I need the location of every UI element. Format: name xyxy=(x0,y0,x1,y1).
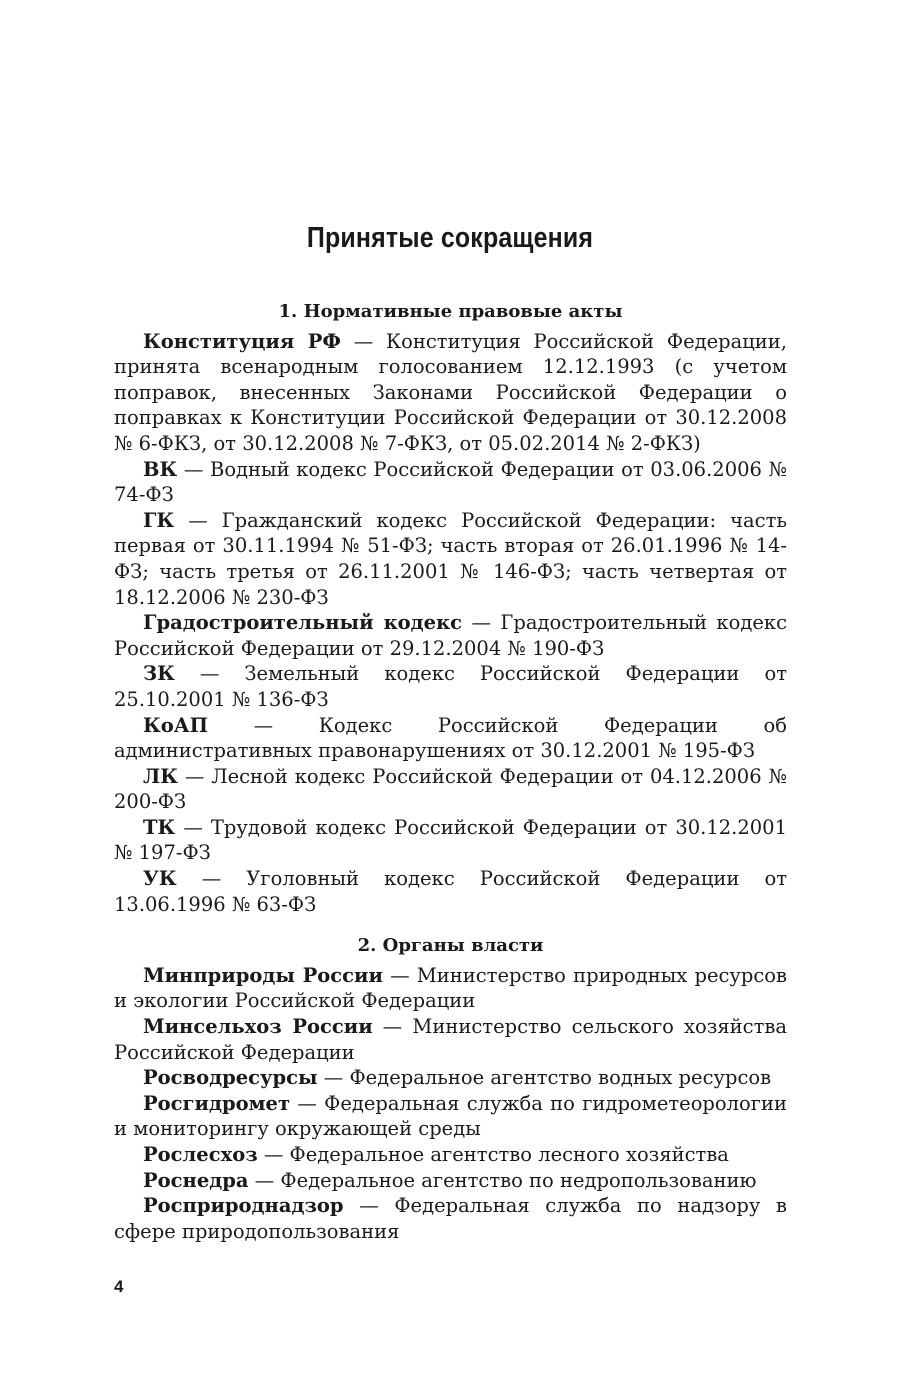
entry-definition: — Трудовой кодекс Российской Федерации от 30.12.2001 № 197-ФЗ xyxy=(114,815,787,865)
entry-rosprirodnadzor xyxy=(114,1193,787,1244)
entry-definition: — Министерство сельского хозяйства Российской Федерации xyxy=(114,1015,787,1064)
entry-constitution xyxy=(114,329,787,457)
entry-term: Росводресурсы xyxy=(143,1066,318,1090)
entry-term: ТК xyxy=(143,815,176,839)
entry-urban-planning-code xyxy=(114,610,787,661)
entry-lk xyxy=(114,764,787,815)
page-title: Принятые сокращения xyxy=(306,222,594,254)
entry-term: КоАП xyxy=(143,713,209,737)
entry-definition: — Градостроительный кодекс Российской Федерации от 29.12.2004 № 190-ФЗ xyxy=(114,611,788,660)
entry-term: Минсельхоз России xyxy=(143,1015,373,1039)
entry-term: Градостроительный кодекс xyxy=(143,611,463,635)
entry-definition: — Федеральное агентство лесного хозяйства xyxy=(257,1143,729,1166)
entry-definition: — Гражданский кодекс Российской Федерации: часть первая от 30.11.1994 № 51-ФЗ; часть вторая от 26.01.1996 № 14-ФЗ; часть третья от 26.11.2001 № 146-ФЗ; часть четвертая от 18.12.2006 № 230-ФЗ xyxy=(114,508,787,609)
entry-term: Минприроды России xyxy=(143,963,383,987)
section-heading-normative-acts: 1. Нормативные правовые акты xyxy=(278,301,623,322)
entry-term: ЛК xyxy=(143,764,178,788)
entry-definition: — Министерство природных ресурсов и экологии Российской Федерации xyxy=(114,963,788,1013)
section-heading-authorities: 2. Органы власти xyxy=(357,935,544,957)
page-number: 4 xyxy=(114,1277,124,1296)
entry-definition: — Кодекс Российской Федерации об административных правонарушениях от 30.12.2001 № 195-ФЗ xyxy=(114,713,787,763)
entry-rosvodresursy xyxy=(114,1065,787,1091)
entry-rosleskhoz xyxy=(114,1142,787,1168)
entry-definition: — Федеральное агентство водных ресурсов xyxy=(317,1066,772,1090)
entry-rosnedra xyxy=(114,1168,787,1194)
entry-term: Роснедра xyxy=(143,1168,249,1192)
entry-term: ЗК xyxy=(143,662,175,686)
entry-definition: — Федеральная служба по надзору в сфере природопользования xyxy=(114,1194,787,1243)
entry-minprirody xyxy=(114,963,787,1014)
entry-term: УК xyxy=(143,867,177,891)
entry-term: Рослесхоз xyxy=(143,1143,258,1166)
entry-definition: — Федеральное агентство по недропользованию xyxy=(248,1168,757,1192)
entry-definition: — Земельный кодекс Российской Федерации от 25.10.2001 № 136-ФЗ xyxy=(114,662,787,711)
entry-term: ВК xyxy=(143,457,178,481)
entry-zk xyxy=(114,661,787,712)
entry-tk xyxy=(114,815,787,866)
entry-gk xyxy=(114,508,787,610)
entry-definition: — Конституция Российской Федерации, принята всенародным голосованием 12.12.1993 (с учетом поправок, внесенных Законами Российской Федерации о поправках к Конституции Российской Федерации от 30.12.2008 № 6-ФКЗ, от 30.12.2008 № 7-ФКЗ, от 05.02.2014 № 2-ФКЗ) xyxy=(114,329,787,455)
entry-uk xyxy=(114,866,787,917)
entry-vk xyxy=(114,457,787,508)
entry-term: Росгидромет xyxy=(143,1091,291,1115)
entry-koap xyxy=(114,713,787,764)
abbreviations-content xyxy=(114,299,787,1244)
entry-definition: — Федеральная служба по гидрометеорологии и мониторингу окружающей среды xyxy=(114,1091,787,1141)
entry-term: ГК xyxy=(143,508,175,532)
entry-definition: — Лесной кодекс Российской Федерации от 04.12.2006 № 200-ФЗ xyxy=(114,764,787,814)
entry-definition: — Уголовный кодекс Российской Федерации от 13.06.1996 № 63-ФЗ xyxy=(114,867,787,916)
entry-definition: — Водный кодекс Российской Федерации от 03.06.2006 № 74-ФЗ xyxy=(114,457,787,507)
entry-minselkhoz xyxy=(114,1014,787,1065)
entry-rosgidromet xyxy=(114,1091,787,1142)
entry-term: Росприроднадзор xyxy=(143,1194,344,1218)
entry-term: Конституция РФ xyxy=(143,329,341,353)
